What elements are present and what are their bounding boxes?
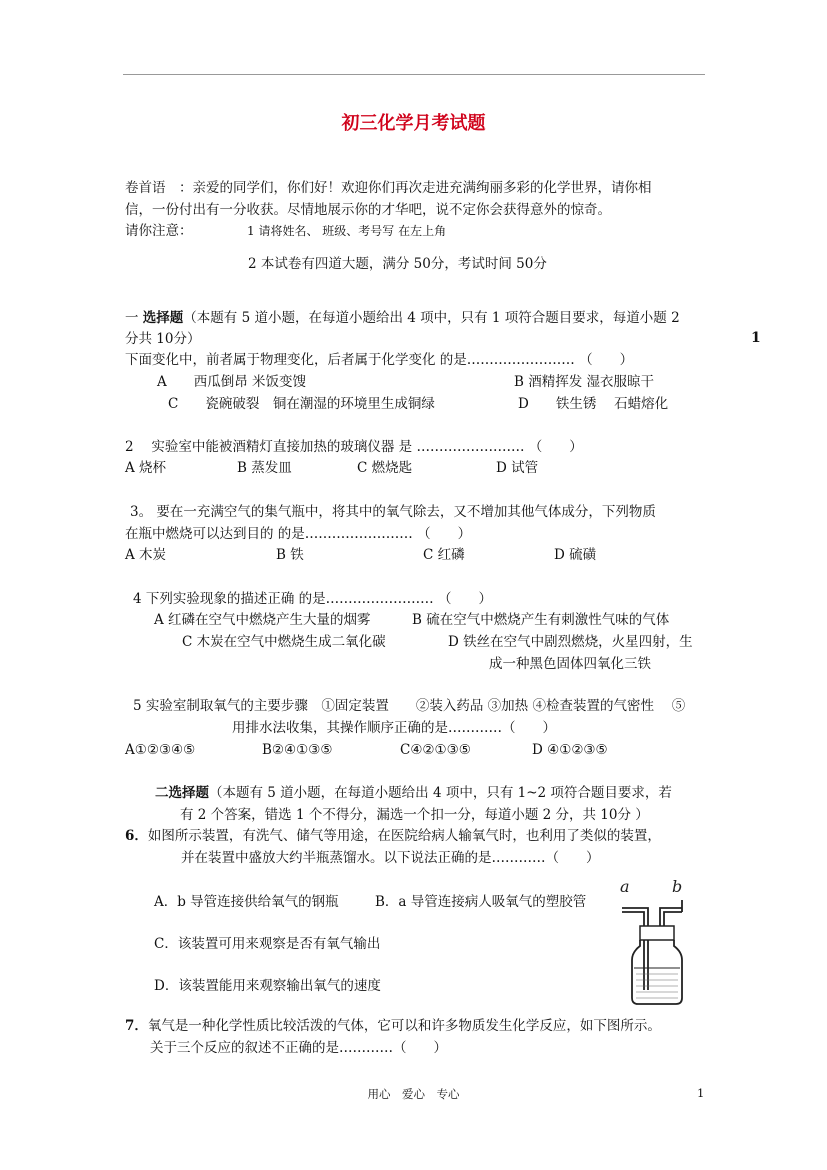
- page-title: 初三化学月考试题: [341, 113, 486, 134]
- q1-option-a: A 西瓜倒昂 米饭变馊: [157, 374, 307, 390]
- q4-option-d-line-1: D 铁丝在空气中剧烈燃烧，火星四射，生: [448, 634, 693, 650]
- q2-stem: 2 实验室中能被酒精灯直接加热的玻璃仪器 是 …………………… （ ）: [125, 439, 583, 455]
- section1-desc-2: 分共 10分）: [125, 331, 201, 347]
- q5-option-b: B②④①③⑤: [262, 742, 333, 758]
- q4-stem: 4 下列实验现象的描述正确 的是…………………… （ ）: [133, 591, 492, 607]
- q3-stem-1: 3。 要在一充满空气的集气瓶中，将其中的氧气除去，又不增加其他气体成分，下列物质: [130, 504, 656, 520]
- section2-desc-2: 有 2 个答案，错选 1 个不得分，漏选一个扣一分，每道小题 2 分，共 10分 ）: [180, 807, 649, 823]
- q4-option-a: A 红磷在空气中燃烧产生大量的烟雾: [154, 612, 371, 628]
- q2-option-a: A 烧杯: [125, 460, 167, 476]
- q3-stem-2: 在瓶中燃烧可以达到目的 的是…………………… （ ）: [125, 526, 472, 542]
- header-rule: [123, 74, 705, 75]
- q1-option-b: B 酒精挥发 湿衣服晾干: [514, 374, 655, 390]
- q5-option-d: D ④①②③⑤: [532, 742, 608, 758]
- q7-stem-2: 关于三个反应的叙述不正确的是…………（ ）: [150, 1040, 447, 1056]
- q3-option-c: C 红磷: [423, 547, 465, 563]
- q3-option-d: D 硫磺: [554, 547, 597, 563]
- tube-a: [622, 908, 648, 990]
- page-number: 1: [697, 1086, 705, 1100]
- note-label: 请你注意：: [125, 223, 193, 239]
- q6-option-c: C．该装置可用来观察是否有氧气输出: [154, 936, 381, 952]
- q7-stem-1: 7．氧气是一种化学性质比较活泼的气体，它可以和许多物质发生化学反应，如下图所示。: [125, 1018, 661, 1034]
- intro-line-2: 信，一份付出有一分收获。尽情地展示你的才华吧，说不定你会获得意外的惊奇。: [125, 202, 611, 218]
- q2-option-d: D 试管: [496, 460, 539, 476]
- q5-stem-1: 5 实验室制取氧气的主要步骤 ①固定装置 ②装入药品 ③加热 ④检查装置的气密性 ⑤: [133, 698, 686, 714]
- intro-line-1: 卷首语 ：亲爱的同学们，你们好！欢迎你们再次走进充满绚丽多彩的化学世界，请你相: [125, 180, 652, 196]
- section2-heading: 二选择题（本题有 5 道小题，在每道小题给出 4 项中，只有 1~2 项符合题目要求，若: [155, 785, 672, 801]
- footer-text: 用心 爱心 专心: [367, 1087, 460, 1101]
- q6-option-b: B．a 导管连接病人吸氧气的塑胶管: [375, 894, 587, 910]
- q6-stem-2: 并在装置中盛放大约半瓶蒸馏水。以下说法正确的是…………（ ）: [181, 850, 600, 866]
- q3-option-a: A 木炭: [125, 547, 167, 563]
- note-1: 1 请将姓名、 班级、考号写 在左上角: [247, 224, 447, 238]
- q6-option-d: D．该装置能用来观察输出氧气的速度: [154, 978, 381, 994]
- side-number: 1: [751, 330, 761, 346]
- q4-option-b: B 硫在空气中燃烧产生有刺激性气味的气体: [412, 612, 670, 628]
- q2-option-b: B 蒸发皿: [237, 460, 292, 476]
- gas-washing-bottle-figure: [610, 872, 708, 1010]
- q5-option-a: A①②③④⑤: [125, 742, 196, 758]
- q5-stem-2: 用排水法收集，其操作顺序正确的是…………（ ）: [232, 720, 556, 736]
- water-hatching: [636, 974, 678, 998]
- note-2: 2 本试卷有四道大题，满分 50分，考试时间 50分: [248, 256, 547, 272]
- figure-label-b: b: [672, 877, 683, 896]
- q1-option-d: D 铁生锈 石蜡熔化: [518, 396, 669, 412]
- q1-option-c: C 瓷碗破裂 铜在潮湿的环境里生成铜绿: [168, 396, 435, 412]
- bottle-outline: [632, 940, 682, 1004]
- section1-heading: 一 选择题（本题有 5 道小题，在每道小题给出 4 项中，只有 1 项符合题目要求，每道小题 2: [125, 310, 680, 326]
- figure-label-a: a: [620, 877, 630, 896]
- q4-option-c: C 木炭在空气中燃烧生成二氧化碳: [182, 634, 386, 650]
- q5-option-c: C④②①③⑤: [400, 742, 471, 758]
- q1-stem: 下面变化中，前者属于物理变化，后者属于化学变化 的是…………………… （ ）: [125, 352, 634, 368]
- q2-option-c: C 燃烧匙: [357, 460, 413, 476]
- q6-option-a: A．b 导管连接供给氧气的钢瓶: [154, 894, 339, 910]
- q4-option-d-line-2: 成一种黑色固体四氧化三铁: [489, 656, 651, 672]
- stopper: [640, 926, 674, 940]
- q3-option-b: B 铁: [276, 547, 304, 563]
- q6-stem-1: 6．如图所示装置，有洗气、储气等用途，在医院给病人输氧气时，也利用了类似的装置，: [125, 828, 661, 844]
